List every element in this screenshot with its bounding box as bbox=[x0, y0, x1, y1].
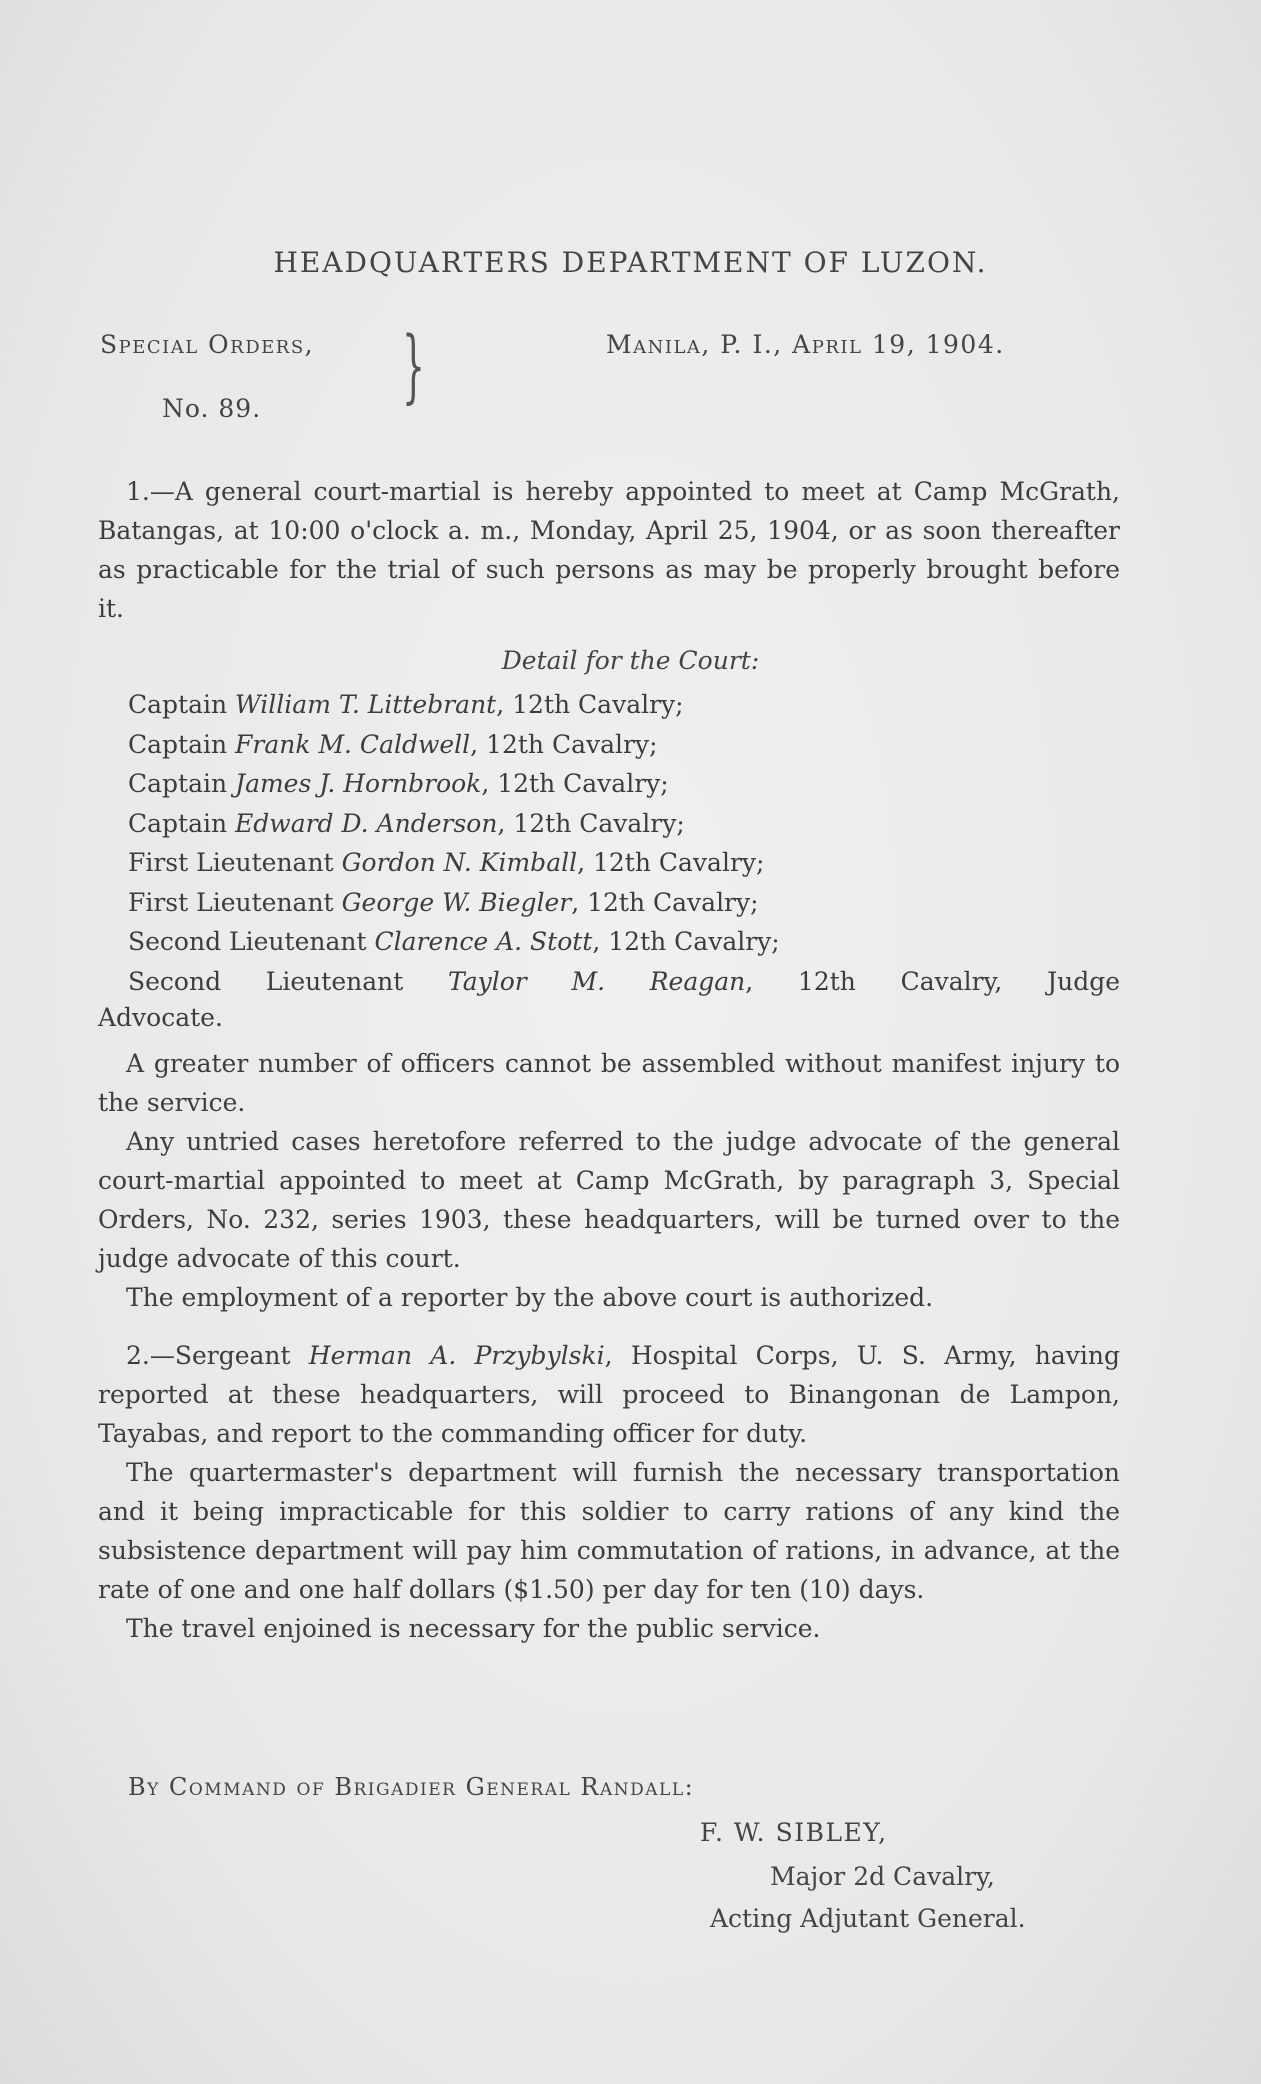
member-rank: Second Lieutenant bbox=[128, 927, 367, 956]
place-date-text: Manila, P. I., April 19, 1904. bbox=[606, 330, 1005, 359]
roster-item bbox=[128, 883, 1120, 923]
member-rank: Captain bbox=[128, 769, 228, 798]
paragraph-untried-cases: Any untried cases heretofore referred to the judge advocate of the general court-martial appointed to meet at Camp McGrath, by paragraph 3, Special Orders, No. 232, series 1903, these headquarters, will be turned over to the judge advocate of this court. bbox=[98, 1127, 1120, 1273]
roster-item bbox=[128, 922, 1120, 962]
paragraph-officers: A greater number of officers cannot be assembled without manifest injury to the service. bbox=[98, 1049, 1120, 1117]
document-heading: HEADQUARTERS DEPARTMENT OF LUZON. bbox=[273, 246, 988, 279]
member-rank: Captain bbox=[128, 729, 228, 759]
member-rank: First Lieutenant bbox=[128, 887, 334, 917]
member-rank: Captain bbox=[128, 808, 228, 838]
roster-item bbox=[128, 685, 1120, 725]
member-rank: First Lieutenant bbox=[128, 848, 334, 877]
roster-item bbox=[128, 764, 1120, 804]
brace-glyph: } bbox=[401, 319, 425, 412]
roster-item bbox=[128, 725, 1120, 765]
signatory-rank: Major 2d Cavalry, bbox=[770, 1862, 995, 1891]
section-1-paragraphs bbox=[98, 1044, 1120, 1317]
roster-item bbox=[128, 843, 1120, 883]
section-2-intro bbox=[98, 1336, 1120, 1453]
sergeant-name: Herman A. Przybylski bbox=[308, 1341, 605, 1370]
special-orders-label: Special Orders, bbox=[100, 330, 315, 359]
section-2-rest: , Hospital Corps, U. S. Army, having reported at these headquarters, will proceed to Binangonan de Lampon, Tayabas, and report to the commanding officer for duty. bbox=[98, 1341, 1120, 1448]
member-unit: , 12th Cavalry; bbox=[481, 769, 669, 798]
paragraph-transportation: The quartermaster's department will furnish the necessary transportation and it being impracticable for this soldier to carry rations of any kind the subsistence department will pay him commutation of rations, in advance, at the rate of one and one half dollars ($1.50) per day for ten (10) days. bbox=[98, 1458, 1120, 1604]
judge-advocate-continuation: Advocate. bbox=[98, 1003, 223, 1032]
paragraph-reporter: The employment of a reporter by the above court is authorized. bbox=[126, 1283, 934, 1312]
section-1-intro bbox=[98, 472, 1120, 628]
detail-title: Detail for the Court: bbox=[501, 646, 760, 675]
member-unit: , 12th Cavalry; bbox=[577, 848, 765, 877]
roster-item-judge-advocate bbox=[128, 962, 1120, 1002]
section-2 bbox=[98, 1336, 1120, 1648]
member-rank: Captain bbox=[128, 690, 228, 719]
member-name: Frank M. Caldwell bbox=[235, 729, 471, 759]
roster-item bbox=[128, 804, 1120, 844]
member-rank: Second Lieutenant bbox=[128, 966, 404, 996]
section-2-lead: 2.—Sergeant bbox=[126, 1341, 309, 1370]
member-name: Taylor M. Reagan bbox=[448, 966, 746, 996]
member-name: Gordon N. Kimball bbox=[341, 848, 578, 877]
member-unit: , 12th Cavalry, Judge bbox=[745, 966, 1120, 996]
paragraph-travel: The travel enjoined is necessary for the public service. bbox=[126, 1614, 821, 1643]
court-roster bbox=[128, 685, 1120, 1001]
member-unit: , 12th Cavalry; bbox=[470, 729, 658, 759]
member-name: William T. Littebrant bbox=[235, 690, 497, 719]
member-name: Edward D. Anderson bbox=[235, 808, 498, 838]
command-line: By Command of Brigadier General Randall: bbox=[128, 1773, 695, 1801]
section-1-intro-text: 1.—A general court-martial is hereby appointed to meet at Camp McGrath, Batangas, at 10:00 o'clock a. m., Monday, April 25, 1904, or as soon thereafter as practicable for the trial of such persons as may be properly brought before it. bbox=[98, 477, 1120, 623]
member-unit: , 12th Cavalry; bbox=[496, 690, 684, 719]
member-unit: , 12th Cavalry; bbox=[592, 927, 780, 956]
order-number: No. 89. bbox=[162, 394, 262, 423]
place-and-date bbox=[606, 330, 1005, 359]
member-unit: , 12th Cavalry; bbox=[497, 808, 685, 838]
member-unit: , 12th Cavalry; bbox=[571, 887, 759, 917]
member-name: James J. Hornbrook bbox=[235, 769, 482, 798]
signatory-title: Acting Adjutant General. bbox=[710, 1904, 1026, 1933]
member-name: George W. Biegler bbox=[341, 887, 572, 917]
member-name: Clarence A. Stott bbox=[374, 927, 593, 956]
signatory-name: F. W. SIBLEY, bbox=[700, 1818, 888, 1847]
